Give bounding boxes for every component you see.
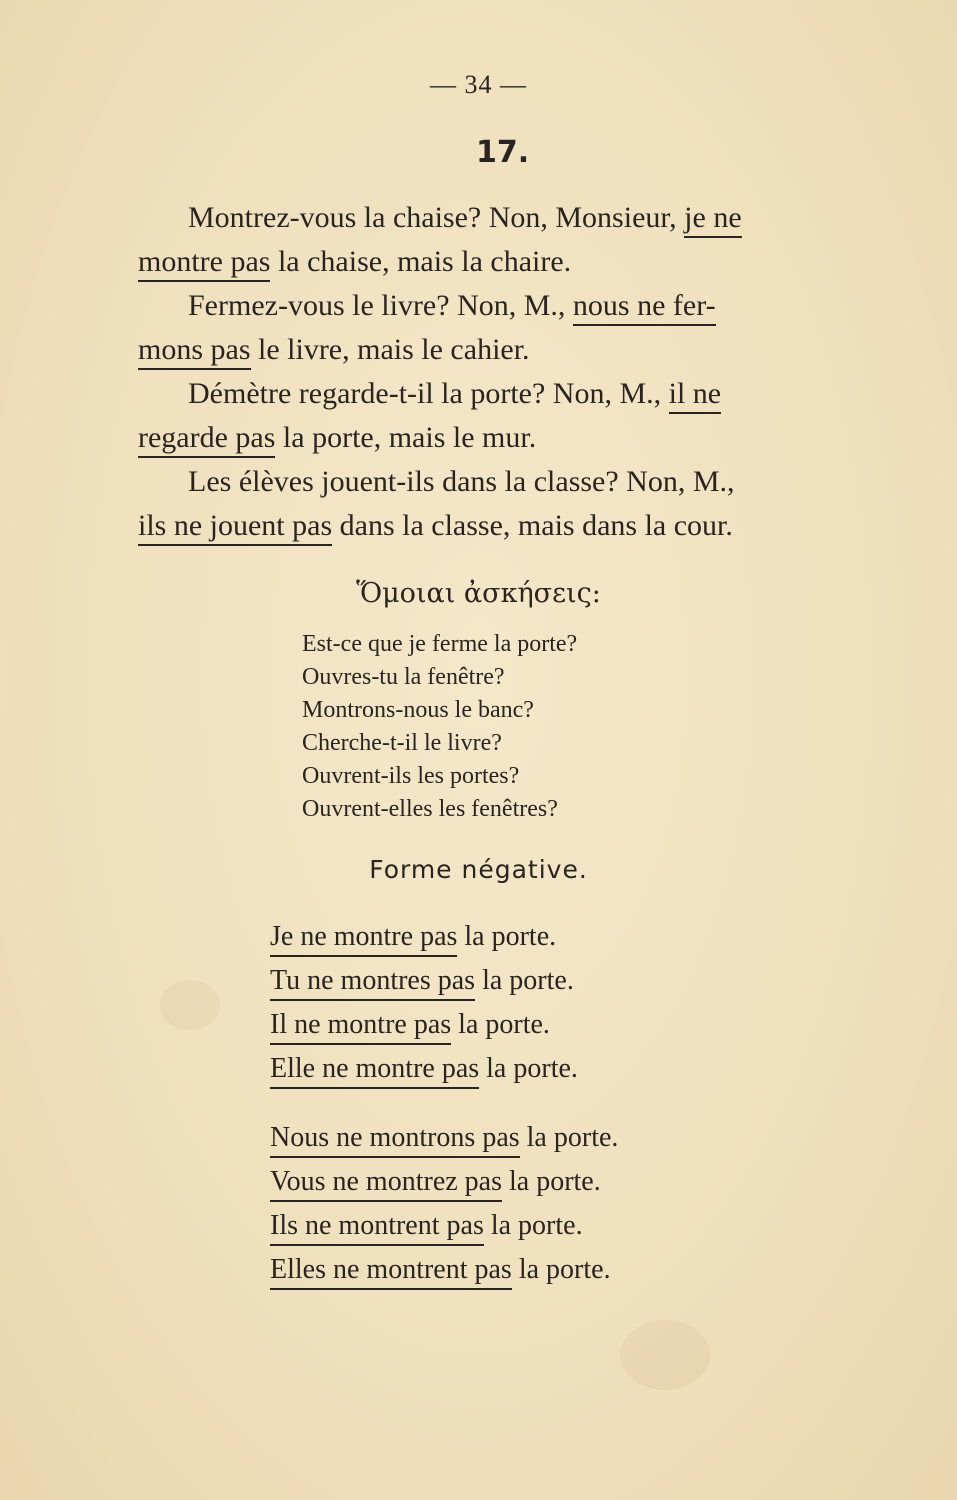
line-text: Démètre regarde-t-il la porte? Non, M.,	[188, 377, 669, 410]
exercise-item: Cherche-t-il le livre?	[302, 730, 502, 756]
line-text: la porte, mais le mur.	[275, 421, 537, 454]
underlined-text: regarde pas	[138, 421, 275, 458]
similar-exercises-heading: Ὅμοιαι ἀσκήσεις:	[356, 578, 601, 609]
underlined-text: nous ne fer-	[573, 289, 716, 326]
exercise-item: Ouvres-tu la fenêtre?	[302, 664, 505, 690]
line-text: la porte.	[479, 1053, 578, 1084]
paper-stain	[620, 1320, 710, 1390]
exercise-item: Est-ce que je ferme la porte?	[302, 631, 578, 657]
exercise-item: Ouvrent-elles les fenêtres?	[302, 796, 558, 822]
conjugation-line	[270, 1204, 618, 1248]
line-text: Les élèves jouent-ils dans la classe? Non, M.,	[188, 465, 735, 498]
line-text: la porte.	[502, 1166, 601, 1197]
line-text: la porte.	[457, 921, 557, 952]
underlined-text: Ils ne montrent pas	[270, 1210, 484, 1246]
underlined-text: mons pas	[138, 333, 251, 370]
underlined-text: Il ne montre pas	[270, 1009, 451, 1045]
page-number: — 34 —	[430, 70, 527, 99]
paragraph-line	[138, 504, 862, 548]
line-text: Fermez-vous le livre? Non, M.,	[188, 289, 573, 322]
line-text: le livre, mais le cahier.	[250, 333, 530, 366]
negative-form-heading: Forme négative.	[369, 855, 588, 884]
exercise-item: Montrons-nous le banc?	[302, 697, 534, 723]
underlined-text: je ne	[684, 201, 741, 238]
underlined-text: Tu ne montres pas	[270, 965, 475, 1001]
underlined-text: ils ne jouent pas	[138, 509, 332, 546]
underlined-text: Nous ne montrons pas	[270, 1122, 520, 1158]
paragraph-line	[138, 372, 862, 416]
line-text: Montrez-vous la chaise? Non, Monsieur,	[188, 201, 685, 234]
conjugation-line	[270, 1248, 618, 1292]
line-text: la porte.	[511, 1254, 611, 1285]
paper-stain	[160, 980, 220, 1030]
lesson-number: 17.	[476, 135, 530, 170]
underlined-text: montre pas	[138, 245, 270, 282]
conjugation-line	[270, 1160, 618, 1204]
underlined-text: Vous ne montrez pas	[270, 1166, 502, 1202]
paragraph-line	[138, 196, 862, 240]
conjugation-singular	[270, 915, 578, 1091]
paragraph	[138, 284, 862, 372]
exercise-item: Ouvrent-ils les portes?	[302, 763, 520, 789]
conjugation-line	[270, 1003, 578, 1047]
paragraph-line	[138, 240, 862, 284]
line-text: la porte.	[519, 1122, 619, 1153]
line-text: la porte.	[483, 1210, 583, 1241]
underlined-text: il ne	[669, 377, 722, 414]
paragraph	[138, 372, 862, 460]
paragraph-line	[138, 328, 862, 372]
paragraph	[138, 196, 862, 284]
paragraph-line	[138, 416, 862, 460]
underlined-text: Elle ne montre pas	[270, 1053, 479, 1089]
conjugation-line	[270, 915, 578, 959]
underlined-text: Elles ne montrent pas	[270, 1254, 512, 1290]
conjugation-line	[270, 959, 578, 1003]
line-text: dans la classe, mais dans la cour.	[332, 509, 733, 542]
conjugation-line	[270, 1116, 618, 1160]
exercise-list	[302, 628, 577, 826]
paragraph	[138, 460, 862, 548]
line-text: la porte.	[451, 1009, 550, 1040]
paragraph-line	[138, 284, 862, 328]
underlined-text: Je ne montre pas	[270, 921, 457, 957]
conjugation-plural	[270, 1116, 618, 1292]
line-text: la chaise, mais la chaire.	[270, 245, 572, 278]
paragraph-line	[138, 460, 862, 504]
conjugation-line	[270, 1047, 578, 1091]
line-text: la porte.	[475, 965, 574, 996]
